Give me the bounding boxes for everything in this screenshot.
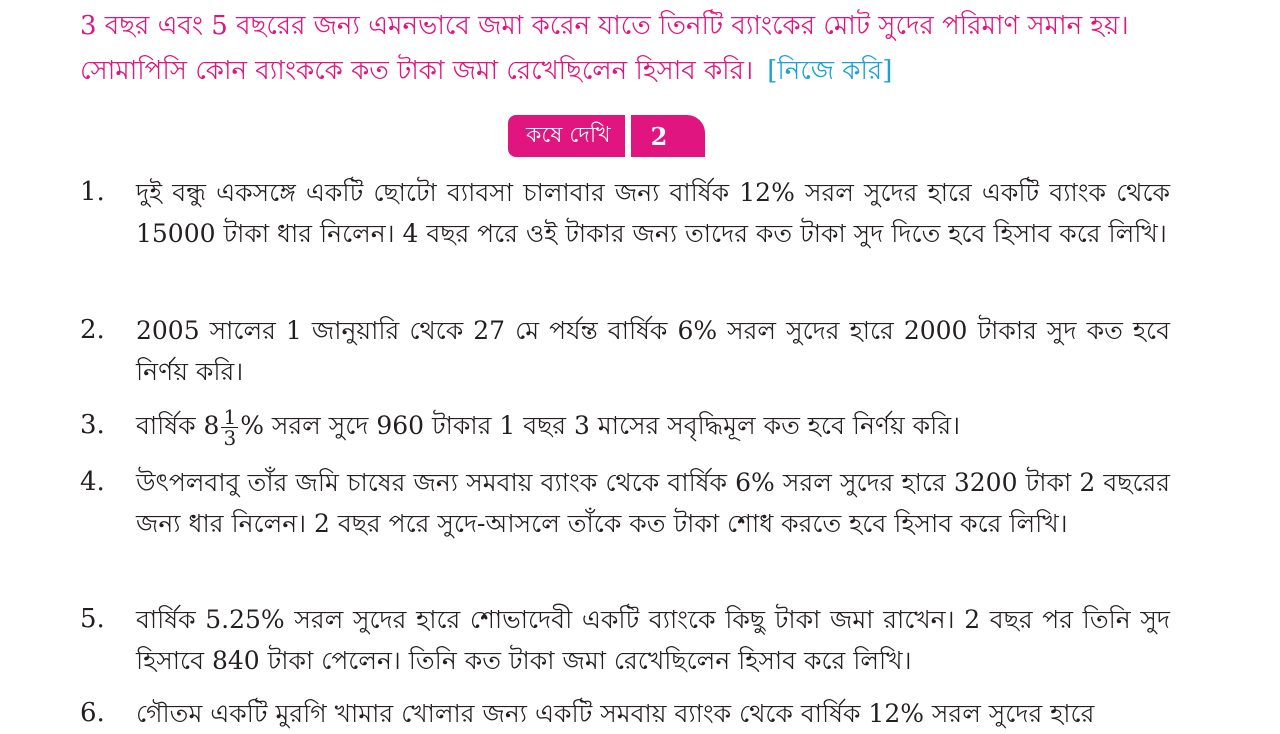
intro-line-2-text: সোমাপিসি কোন ব্যাংককে কত টাকা জমা রেখেছিলেন হিসাব করি। [80, 56, 754, 86]
question-number: 5. [80, 604, 105, 634]
intro-paragraph [80, 4, 1180, 94]
question-text: দুই বন্ধু একসঙ্গে একটি ছোটো ব্যাবসা চালাবার জন্য বার্ষিক 12% সরল সুদের হারে একটি ব্যাংক থেকে 15000 টাকা ধার নিলেন। 4 বছর পরে ওই টাকার জন্য তাদের কত টাকা সুদ দিতে হবে হিসাব করে লিখি। [136, 178, 1170, 248]
fraction-numerator: 1 [223, 405, 237, 429]
exercise-label: কষে দেখি [508, 115, 625, 157]
question-number: 2. [80, 315, 105, 345]
exercise-number: 2 [631, 115, 705, 157]
question-text: উৎপলবাবু তাঁর জমি চাষের জন্য সমবায় ব্যাংক থেকে বার্ষিক 6% সরল সুদের হারে 3200 টাকা 2 বছরের জন্য ধার নিলেন। 2 বছর পরে সুদে-আসলে তাঁকে কত টাকা শোধ করতে হবে হিসাব করে লিখি। [136, 468, 1170, 538]
fraction [221, 407, 238, 448]
question-text-pre: বার্ষিক 8 [136, 411, 220, 440]
intro-line-1: 3 বছর এবং 5 বছরের জন্য এমনভাবে জমা করেন যাতে তিনটি ব্যাংকের মোট সুদের পরিমাণ সমান হয়। [80, 11, 1129, 41]
question-text: 2005 সালের 1 জানুয়ারি থেকে 27 মে পর্যন্ত বার্ষিক 6% সরল সুদের হারে 2000 টাকার সুদ কত হবে নির্ণয় করি। [136, 316, 1170, 386]
exercise-banner [508, 115, 705, 157]
intro-line-2 [80, 49, 1180, 94]
question-number: 1. [80, 177, 105, 207]
self-practice-tag: [নিজে করি] [767, 56, 893, 86]
question-number: 6. [80, 698, 105, 728]
fraction-denominator: 3 [223, 426, 237, 450]
question-text [136, 405, 1170, 448]
question-text: গৌতম একটি মুরগি খামার খোলার জন্য একটি সমবায় ব্যাংক থেকে বার্ষিক 12% সরল সুদের হারে [136, 699, 1095, 728]
question-number: 3. [80, 410, 105, 440]
question-text-post: % সরল সুদে 960 টাকার 1 বছর 3 মাসের সবৃদ্ধিমূল কত হবে নির্ণয় করি। [240, 411, 961, 440]
question-number: 4. [80, 467, 105, 497]
question-text: বার্ষিক 5.25% সরল সুদের হারে শোভাদেবী একটি ব্যাংকে কিছু টাকা জমা রাখেন। 2 বছর পর তিনি সুদ হিসাবে 840 টাকা পেলেন। তিনি কত টাকা জমা রেখেছিলেন হিসাব করে লিখি। [136, 605, 1170, 675]
